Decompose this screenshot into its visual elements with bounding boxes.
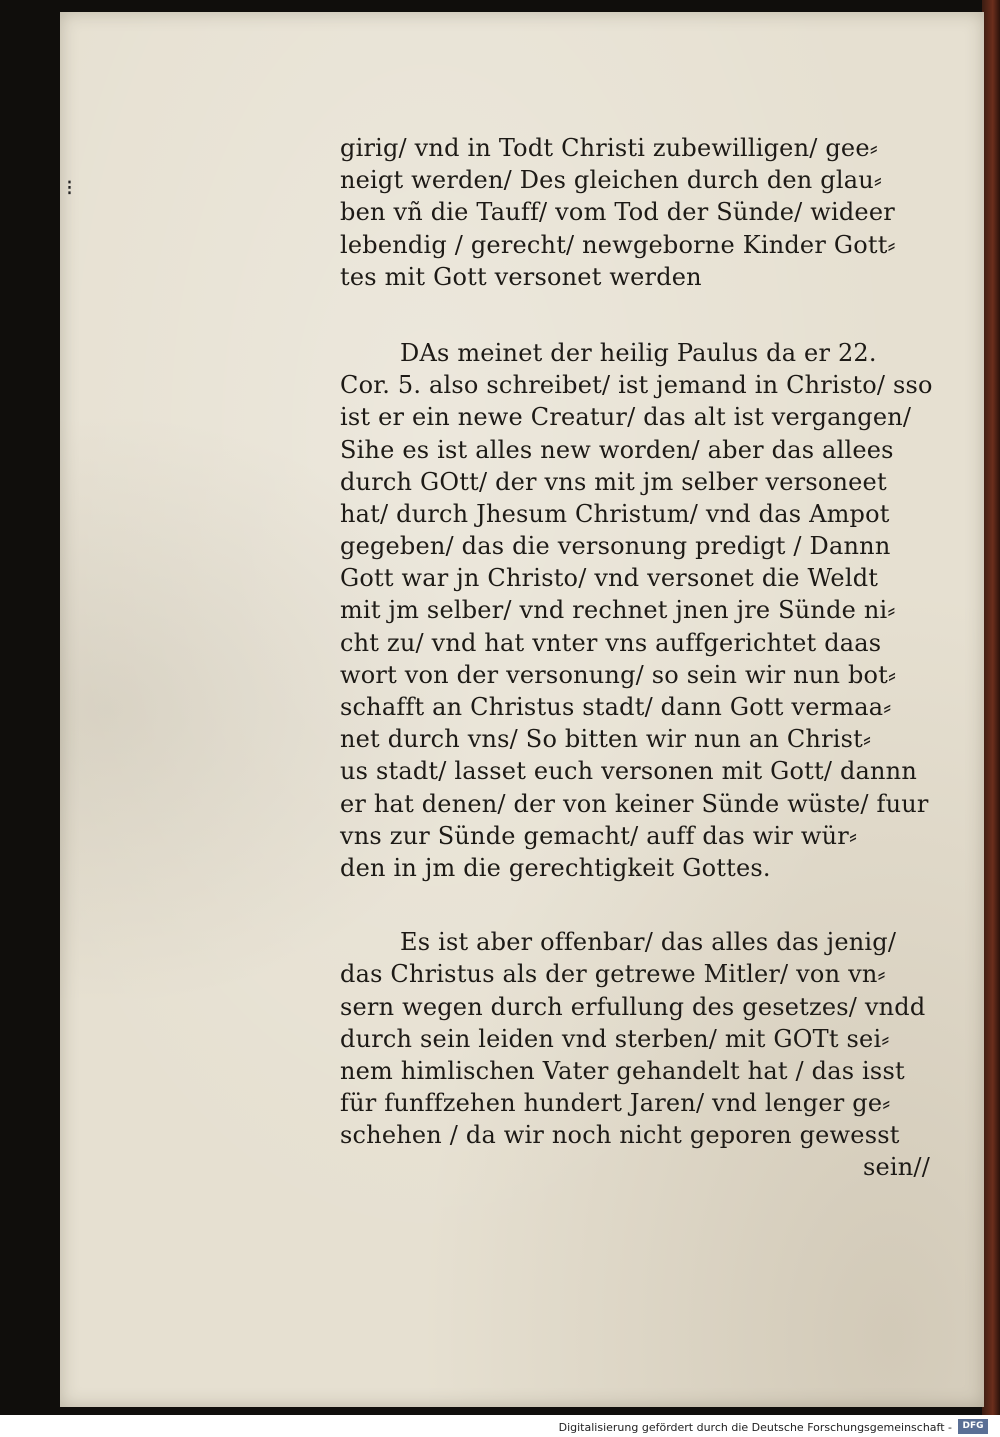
text-line: tes mit Gott versonet werden [340,262,702,291]
text-line: das Christus als der getrewe Mitler/ von vn⸗ [340,960,886,989]
text-line: vns zur Sünde gemacht/ auff das wir wür⸗ [340,821,858,850]
text-line: nem himlischen Vater gehandelt hat / das isst [340,1056,905,1085]
text-line: hat/ durch Jhesum Christum/ vnd das Ampot [340,499,890,528]
text-line: sern wegen durch erfullung des gesetzes/ vndd [340,992,926,1021]
text-line: schehen / da wir noch nicht geporen gewesst [340,1121,900,1150]
catchword: sein// [862,1153,930,1182]
funding-notice: Digitalisierung gefördert durch die Deutsche Forschungsgemeinschaft - [558,1421,952,1434]
text-line: durch GOtt/ der vns mit jm selber versoneet [340,467,887,496]
paragraph-2 [340,337,940,884]
footer-bar [0,1415,1000,1437]
text-line: für funffzehen hundert Jaren/ vnd lenger ge⸗ [340,1089,891,1118]
text-line: neigt werden/ Des gleichen durch den glau⸗ [340,166,883,195]
text-line: ben vñ die Tauff/ vom Tod der Sünde/ wideer [340,198,895,227]
dfg-logo: DFG [958,1419,988,1434]
text-line: Sihe es ist alles new worden/ aber das allees [340,435,894,464]
text-line: mit jm selber/ vnd rechnet jnen jre Sünde ni⸗ [340,596,896,625]
text-line: DAs meinet der heilig Paulus da er 22. [400,338,877,367]
text-line: girig/ vnd in Todt Christi zubewilligen/ gee⸗ [340,134,878,162]
text-line: cht zu/ vnd hat vnter vns auffgerichtet daas [340,628,882,657]
text-line: net durch vns/ So bitten wir nun an Christ⸗ [340,725,872,754]
paragraph-3 [340,926,940,1184]
text-line: Es ist aber offenbar/ das alles das jenig/ [400,928,897,957]
adjacent-page-edge [982,0,1000,1415]
text-line: Cor. 5. also schreibet/ ist jemand in Christo/ sso [340,371,933,400]
paragraph-1 [340,132,940,293]
text-line: durch sein leiden vnd sterben/ mit GOTt sei⸗ [340,1024,890,1053]
page-text [340,132,940,1184]
text-line: us stadt/ lasset euch versonen mit Gott/ dannn [340,757,917,786]
text-line: er hat denen/ der von keiner Sünde wüste/ fuur [340,789,929,818]
text-line: lebendig / gerecht/ newgeborne Kinder Gott⸗ [340,230,896,259]
text-line: den in jm die gerechtigkeit Gottes. [340,853,771,882]
text-line: schafft an Christus stadt/ dann Gott vermaa⸗ [340,693,892,721]
text-line: gegeben/ das die versonung predigt / Dannn [340,532,891,561]
text-line: wort von der versonung/ so sein wir nun bot⸗ [340,660,897,689]
text-line: Gott war jn Christo/ vnd versonet die Weldt [340,564,879,593]
text-line: ist er ein newe Creatur/ das alt ist vergangen/ [340,403,912,432]
gutter-mark: ⁝ [66,176,73,201]
